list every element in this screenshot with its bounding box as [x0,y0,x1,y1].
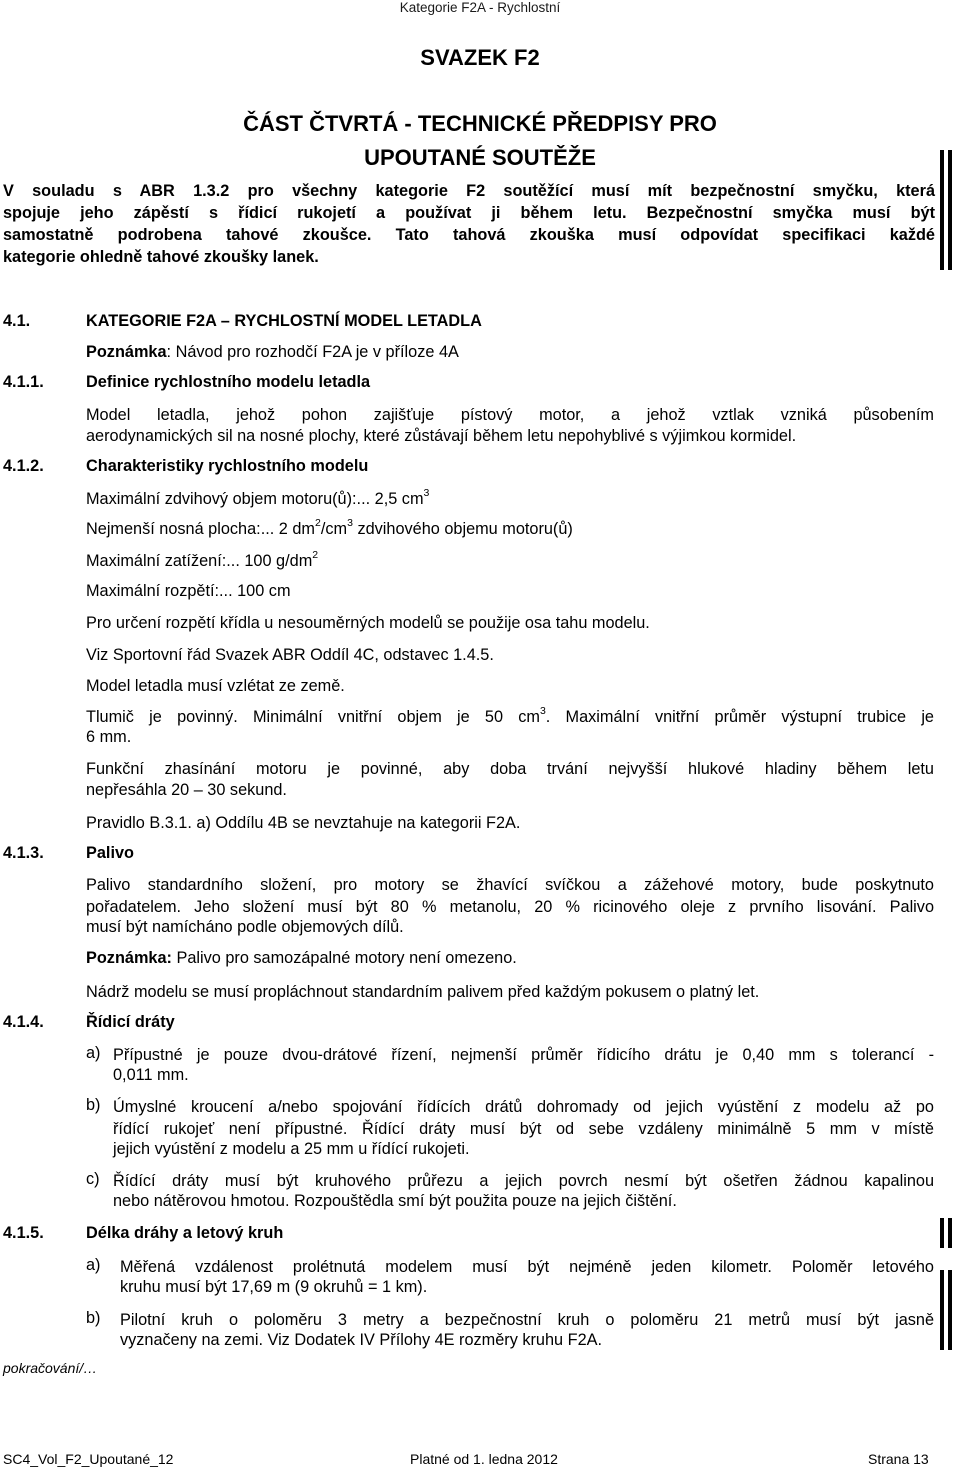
fuel-line-2: pořadatelem. Jeho složení musí být 80 % metanolu, 20 % ricinového oleje z prvního lisování. Palivo [86,898,934,916]
spec-dots: ... [226,552,240,570]
fuel-line-1: Palivo standardního složení, pro motory se žhavící svíčkou a zážehové motory, bude poskytnuto [86,876,934,894]
spec-label: Nejmenší nosná plocha: [86,520,261,538]
spec-dots: ... [219,582,233,600]
spec-dots: ... [260,520,275,538]
section-number: 4.1.5. [3,1224,44,1242]
intro-line-1: V souladu s ABR 1.3.2 pro všechny kategorie F2 soutěžící musí mít bezpečnostní smyčku, která [3,182,935,200]
wires-a-line-2: 0,011 mm. [113,1066,189,1084]
intro-line-3: samostatně podrobena tahové zkoušce. Tato tahová zkouška musí odpovídat specifikaci každé [3,226,935,244]
section-number: 4.1.3. [3,844,44,862]
footer-doc-id: SC4_Vol_F2_Upoutané_12 [3,1451,174,1467]
course-b-line-1: Pilotní kruh o poloměru 3 metry a bezpečnostní kruh o poloměru 21 metrů musí být jasně [120,1311,934,1329]
spec-superscript: 3 [347,517,353,529]
cutoff-line-1: Funkční zhasínání motoru je povinné, aby doba trvání nejvyšší hlukové hladiny během letu [86,760,934,778]
note-label: Poznámka [86,343,167,361]
wires-b-line-3: jejich vyústění z modelu a 25 mm u řídící rukojeti. [113,1140,470,1158]
change-bar [948,1218,952,1248]
spec-superscript: 2 [312,549,319,561]
change-bar [948,1270,952,1350]
spec-after: zdvihového objemu motoru(ů) [352,520,573,538]
document-title: SVAZEK F2 [420,45,540,70]
intro-line-2: spojuje jeho zápěstí s řídicí rukojetí a používat ji během letu. Bezpečnostní smyčka musí být [3,204,935,222]
spec-superscript: 3 [423,487,430,499]
section-title: KATEGORIE F2A – RYCHLOSTNÍ MODEL LETADLA [86,312,482,330]
definition-line-2: aerodynamických sil na nosné plochy, které zůstávají během letu nepohyblivé s výjimkou kormidel. [86,427,797,445]
fuel-line-4: Nádrž modelu se musí propláchnout standardním palivem před každým pokusem o platný let. [86,983,760,1001]
list-marker: a) [86,1256,101,1274]
spec-max-loading [86,549,319,571]
spec-superscript: 2 [315,517,321,529]
definition-line-1: Model letadla, jehož pohon zajišťuje pístový motor, a jehož vztlak vzniká působením [86,406,934,424]
spec-label: Maximální zdvihový objem motoru(ů): [86,490,357,508]
continued-note: pokračování/… [3,1360,98,1376]
intro-line-4: kategorie ohledně tahové zkoušky lanek. [3,248,319,266]
wires-b-line-1: Úmyslné kroucení a/nebo spojování řídících drátů dohromady od jejich vyústění z modelu až po [113,1098,934,1116]
course-b-line-2: vyznačeny na zemi. Viz Dodatek IV Přílohy 4E rozměry kruhu F2A. [120,1331,603,1349]
section-title: Palivo [86,844,134,862]
list-marker: c) [86,1170,100,1188]
course-a-line-1: Měřená vzdálenost prolétnutá modelem musí být nejméně jeden kilometr. Poloměr letového [120,1258,934,1276]
spec-value: 2 dm [274,520,315,538]
part-title-line1: ČÁST ČTVRTÁ - TECHNICKÉ PŘEDPISY PRO [243,111,717,136]
spec-value: 2,5 cm [370,490,424,508]
spec-label: Maximální zatížení: [86,552,227,570]
spec-engine-volume [86,487,430,509]
list-marker: a) [86,1044,101,1062]
wires-c-line-2: nebo nátěrovou hmotou. Rozpouštědla smí být použita pouze na jejich čištění. [113,1192,677,1210]
section-title: Řídicí dráty [86,1013,175,1031]
section-number: 4.1.1. [3,373,44,391]
section-title: Délka dráhy a letový kruh [86,1224,284,1242]
section-title: Definice rychlostního modelu letadla [86,373,371,391]
section-number: 4.1. [3,312,31,330]
spec-dots: ... [356,490,371,508]
list-marker: b) [86,1096,101,1114]
change-bar [948,150,952,270]
silencer-line-2: 6 mm. [86,728,132,746]
note-fuel [86,949,517,968]
spec-value: 100 cm [232,582,291,600]
section-number: 4.1.2. [3,457,44,475]
paragraph: Pravidlo B.3.1. a) Oddílu 4B se nevztahuje na kategorii F2A. [86,814,521,832]
cutoff-line-2: nepřesáhla 20 – 30 sekund. [86,781,287,799]
list-marker: b) [86,1309,101,1327]
footer-validity: Platné od 1. ledna 2012 [410,1451,558,1467]
section-title: Charakteristiky rychlostního modelu [86,457,369,475]
spec-min-area [86,517,573,539]
wires-c-line-1: Řídící dráty musí být kruhového průřezu a jejich povrch nesmí být ošetřen žádnou kapalinou [113,1172,934,1190]
wires-a-line-1: Přípustné je pouze dvou-drátové řízení, nejmenší průměr řídicího drátu je 0,40 mm s tolerancí - [113,1046,934,1064]
spec-value: 100 g/dm [239,552,313,570]
silencer-line-1: Tlumič je povinný. Minimální vnitřní objem je 50 $cm^3$. Maximální vnitřní průměr výstupní trubice je [86,705,934,726]
note-label: Poznámka: [86,949,172,967]
superscript: 3 [539,705,546,717]
change-bar [940,1270,944,1350]
change-bar [940,1218,944,1248]
section-number: 4.1.4. [3,1013,44,1031]
wires-b-line-2: řídící rukojeť není přípustné. Řídící dráty musí být od sebe vzdáleny minimálně 5 mm v místě [113,1120,934,1138]
course-a-line-2: kruhu musí být 17,69 m (9 okruhů = 1 km). [120,1278,428,1296]
fuel-line-3: musí být namícháno podle objemových dílů. [86,918,404,936]
paragraph: Pro určení rozpětí křídla u nesouměrných modelů se použije osa tahu modelu. [86,614,650,632]
change-bar [940,150,944,270]
part-title-line2: UPOUTANÉ SOUTĚŽE [364,145,596,170]
footer-page-number: Strana 13 [868,1451,929,1467]
spec-max-span [86,582,291,601]
paragraph: Model letadla musí vzlétat ze země. [86,677,345,695]
note-text: Palivo pro samozápalné motory není omezeno. [171,949,517,967]
paragraph: Viz Sportovní řád Svazek ABR Oddíl 4C, odstavec 1.4.5. [86,646,494,664]
spec-label: Maximální rozpětí: [86,582,220,600]
running-header: Kategorie F2A - Rychlostní [399,0,561,15]
note-text: : Návod pro rozhodčí F2A je v příloze 4A [166,343,459,361]
spec-unit: /cm [320,520,348,538]
note-4-1 [86,343,459,362]
